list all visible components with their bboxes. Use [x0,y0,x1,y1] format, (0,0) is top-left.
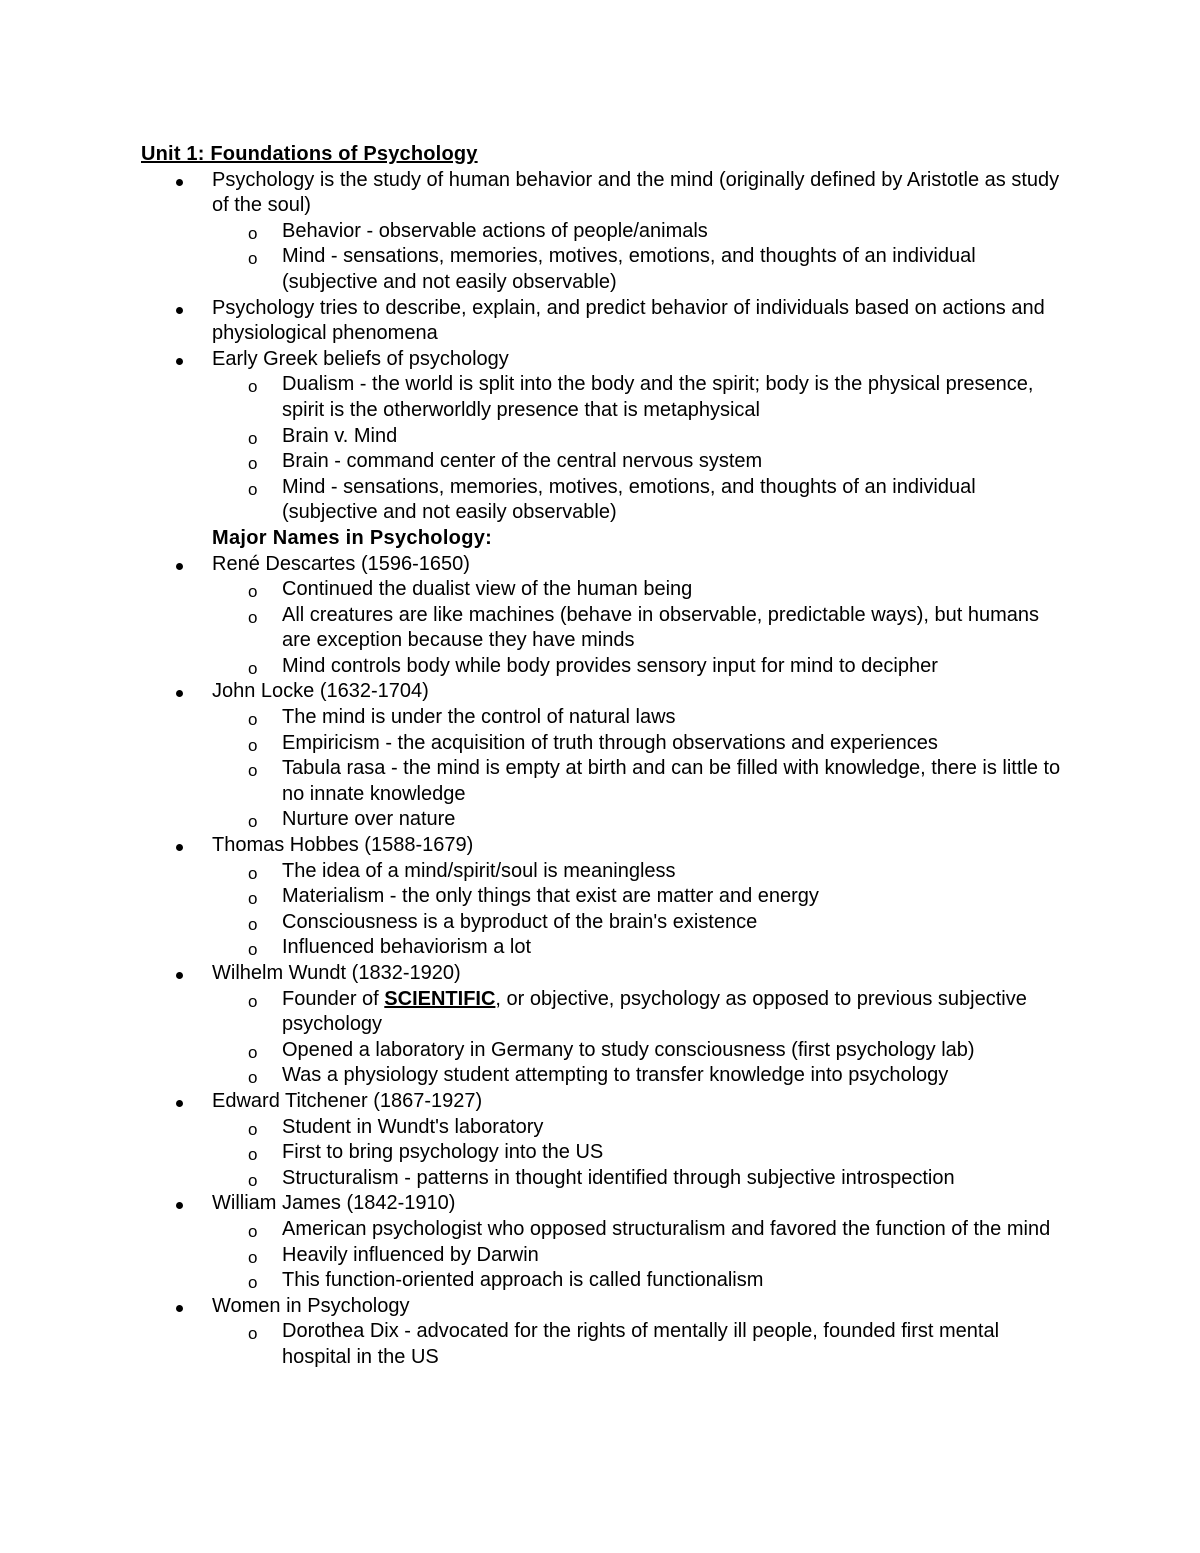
sub-list-item [0,987,1072,1038]
bullet-icon [176,690,183,697]
sub-list-item [0,756,1072,807]
sub-list-item-text: Tabula rasa - the mind is empty at birth and can be filled with knowledge, there is little to no innate knowledge [282,757,1061,805]
sub-list-item [0,372,1072,423]
list-item-text: Wilhelm Wundt (1832-1920) [212,962,461,984]
circle-bullet-icon: o [248,940,258,960]
circle-bullet-icon: o [248,710,258,730]
sub-list-item-text: Influenced behaviorism a lot [282,936,532,959]
sub-list-item-text: First to bring psychology into the US [282,1141,604,1164]
list-item-text: René Descartes (1596-1650) [212,552,470,575]
sub-list-item-text: Was a physiology student attempting to transfer knowledge into psychology [282,1064,949,1087]
sub-list-item [0,577,1072,603]
circle-bullet-icon: o [248,761,258,781]
sub-list-item-text: All creatures are like machines (behave in observable, predictable ways), but humans are exception because they have minds [282,603,1040,652]
sub-list-item-text: Dorothea Dix - advocated for the rights of mentally ill people, founded first mental hospital in the US [282,1320,1000,1368]
list-item-text: Early Greek beliefs of psychology [212,347,509,370]
circle-bullet-icon: o [248,1170,258,1190]
circle-bullet-icon: o [248,1273,258,1293]
circle-bullet-icon: o [248,454,258,474]
list-item-text: John Locke (1632-1704) [212,680,429,703]
bullet-icon [176,358,183,365]
bullet-icon [176,1100,183,1107]
list-item-text: Psychology is the study of human behavior and the mind (originally defined by Aristotle as study of the soul) [212,168,1060,217]
list-item [0,833,1072,859]
list-item [0,679,1072,705]
circle-bullet-icon: o [248,1042,258,1062]
circle-bullet-icon: o [248,479,258,499]
sub-list-item [0,935,1072,961]
sub-list-item [0,449,1072,475]
sub-list-item-text: Dualism - the world is split into the body and the spirit; body is the physical presence, spirit is the otherworldly presence that is metaphysical [282,373,1034,421]
section-heading [0,526,1072,552]
sub-list-item-text: Mind - sensations, memories, motives, emotions, and thoughts of an individual (subjective and not easily observable) [282,245,976,293]
list-item-text: Psychology tries to describe, explain, and predict behavior of individuals based on actions and physiological phenomena [212,296,1045,345]
text-run: , or objective, psychology as opposed to previous subjective psychology [282,987,1027,1036]
circle-bullet-icon: o [248,991,258,1011]
sub-list-item-text: Nurture over nature [282,808,456,831]
sub-list-item-text: Mind - sensations, memories, motives, emotions, and thoughts of an individual (subjective and not easily observable) [282,475,976,524]
sub-list-item-text: The idea of a mind/spirit/soul is meaningless [282,859,676,882]
circle-bullet-icon: o [248,428,258,448]
sub-list-item [0,1115,1072,1141]
sub-list-item [0,910,1072,936]
sub-list-item-text: Mind controls body while body provides sensory input for mind to decipher [282,654,938,677]
sub-list-item [0,603,1072,654]
circle-bullet-icon: o [248,377,258,397]
sub-list-item [0,807,1072,833]
sub-list-item [0,1268,1072,1294]
list-item [0,552,1072,578]
section-heading-text: Major Names in Psychology: [212,526,493,549]
circle-bullet-icon: o [248,889,258,909]
sub-list-item [0,1243,1072,1269]
bullet-icon [176,972,183,979]
sub-list-item [0,219,1072,245]
sub-list-item-text: Opened a laboratory in Germany to study consciousness (first psychology lab) [282,1038,975,1061]
sub-list-item-text: American psychologist who opposed structuralism and favored the function of the mind [282,1217,1051,1240]
circle-bullet-icon: o [248,863,258,883]
list-item [0,1294,1072,1320]
sub-list-item-text [282,988,1027,1036]
sub-list-item [0,1063,1072,1089]
circle-bullet-icon: o [248,582,258,602]
bullet-icon [176,844,183,851]
bullet-icon [176,307,183,314]
sub-list-item-text: Heavily influenced by Darwin [282,1243,539,1266]
sub-list-item-text: Continued the dualist view of the human being [282,578,693,601]
notes-outline [0,168,1200,1371]
sub-list-item-text: This function-oriented approach is called functionalism [282,1269,764,1292]
circle-bullet-icon: o [248,1119,258,1139]
circle-bullet-icon: o [248,1221,258,1241]
circle-bullet-icon: o [248,1068,258,1088]
circle-bullet-icon: o [248,607,258,627]
sub-list-item-text: Materialism - the only things that exist are matter and energy [282,885,819,908]
circle-bullet-icon: o [248,735,258,755]
circle-bullet-icon: o [248,223,258,243]
sub-list-item [0,859,1072,885]
circle-bullet-icon: o [248,812,258,832]
sub-list-item-text: Empiricism - the acquisition of truth through observations and experiences [282,731,938,754]
sub-list-item [0,1038,1072,1064]
sub-list-item-text: Student in Wundt's laboratory [282,1115,544,1138]
sub-list-item [0,244,1072,295]
sub-list-item [0,475,1072,526]
emphasized-word: SCIENTIFIC [384,987,496,1010]
list-item [0,1089,1072,1115]
list-item [0,347,1072,373]
circle-bullet-icon: o [248,1247,258,1267]
circle-bullet-icon: o [248,1324,258,1344]
bullet-icon [176,179,183,186]
sub-list-item [0,424,1072,450]
bullet-icon [176,1202,183,1209]
sub-list-item [0,1217,1072,1243]
list-item [0,1191,1072,1217]
sub-list-item-text: The mind is under the control of natural laws [282,706,676,729]
list-item [0,961,1072,987]
sub-list-item-text: Structuralism - patterns in thought identified through subjective introspection [282,1166,955,1189]
list-item-text: Edward Titchener (1867-1927) [212,1089,483,1112]
list-item-text: Women in Psychology [212,1294,410,1317]
circle-bullet-icon: o [248,1145,258,1165]
list-item-text: Thomas Hobbes (1588-1679) [212,834,474,857]
text-run: Founder of [282,987,385,1010]
list-item-text: William James (1842-1910) [212,1192,456,1215]
sub-list-item-text: Behavior - observable actions of people/animals [282,219,708,242]
sub-list-item [0,731,1072,757]
sub-list-item [0,1140,1072,1166]
sub-list-item-text: Consciousness is a byproduct of the brain's existence [282,910,758,933]
sub-list-item [0,1166,1072,1192]
sub-list-item-text: Brain - command center of the central nervous system [282,450,763,473]
sub-list-item [0,884,1072,910]
document-title: Unit 1: Foundations of Psychology [141,143,478,165]
sub-list-item [0,654,1072,680]
circle-bullet-icon: o [248,914,258,934]
sub-list-item-text: Brain v. Mind [282,424,398,447]
bullet-icon [176,563,183,570]
sub-list-item [0,705,1072,731]
list-item [0,168,1072,219]
list-item [0,296,1072,347]
bullet-icon [176,1305,183,1312]
circle-bullet-icon: o [248,658,258,678]
sub-list-item [0,1319,1072,1370]
circle-bullet-icon: o [248,249,258,269]
